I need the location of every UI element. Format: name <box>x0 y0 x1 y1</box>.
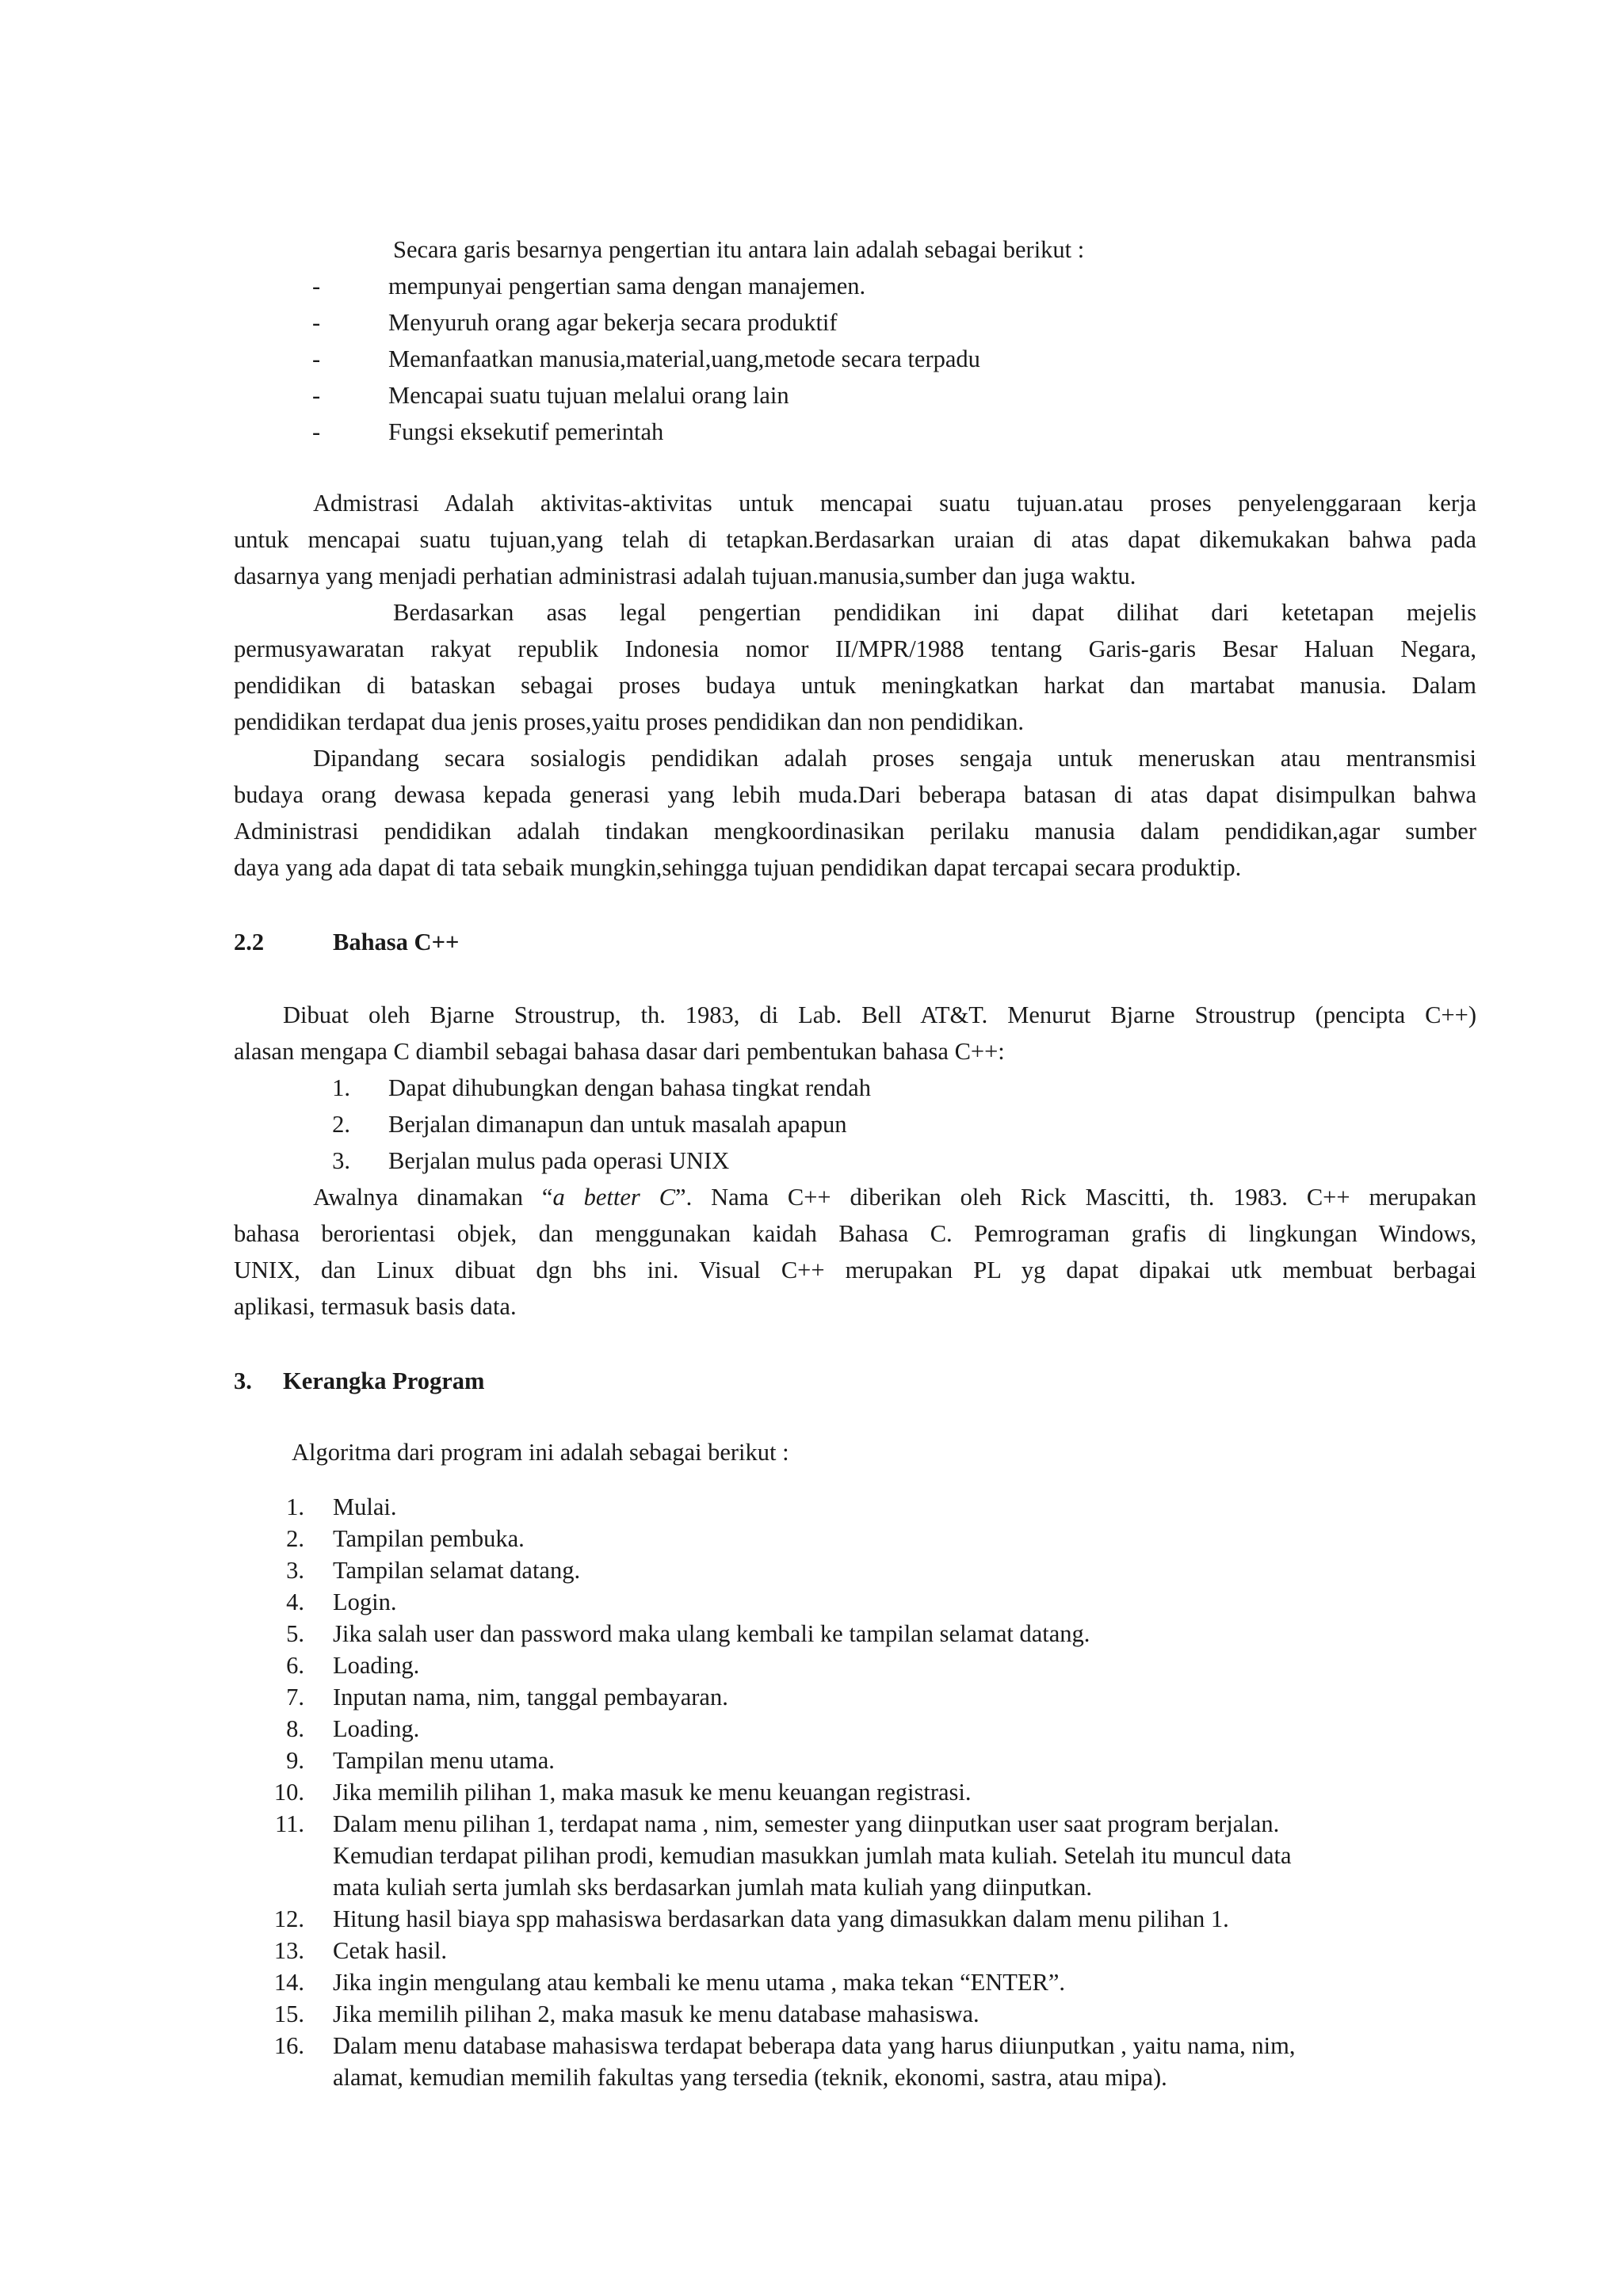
list-number: 3. <box>332 1147 350 1174</box>
section-number: 3. <box>234 1367 252 1394</box>
paragraph-line: alasan mengapa C diambil sebagai bahasa dasar dari pembentukan bahasa C++: <box>234 1038 1005 1065</box>
bullet-text: Mencapai suatu tujuan melalui orang lain <box>388 382 789 409</box>
bullet-mark: - <box>312 309 321 336</box>
step-text: Dalam menu pilihan 1, terdapat nama , nim, semester yang diinputkan user saat program berjalan. <box>333 1810 1280 1837</box>
step-text: Loading. <box>333 1652 420 1679</box>
step-number: 2. <box>286 1525 304 1552</box>
paragraph-line: permusyawaratan rakyat republik Indonesia nomor II/MPR/1988 tentang Garis-garis Besar Haluan Negara, <box>234 635 1476 662</box>
step-number: 7. <box>286 1684 304 1711</box>
step-text: Loading. <box>333 1715 420 1742</box>
text-run: Awalnya dinamakan “ <box>313 1184 553 1211</box>
step-number: 11. <box>275 1810 304 1837</box>
paragraph-line: UNIX, dan Linux dibuat dgn bhs ini. Visual C++ merupakan PL yg dapat dipakai utk membuat berbagai <box>234 1257 1476 1283</box>
step-number: 3. <box>286 1557 304 1584</box>
bullet-text: Fungsi eksekutif pemerintah <box>388 418 664 445</box>
text-run: ”. Nama C++ diberikan oleh Rick Mascitti, th. 1983. C++ merupakan <box>675 1184 1476 1211</box>
paragraph-line: budaya orang dewasa kepada generasi yang lebih muda.Dari beberapa batasan di atas dapat disimpulkan bahwa <box>234 781 1476 808</box>
bullet-mark: - <box>312 382 321 409</box>
paragraph-line: Administrasi pendidikan adalah tindakan mengkoordinasikan perilaku manusia dalam pendidikan,agar sumber <box>234 818 1476 845</box>
paragraph-line: pendidikan di bataskan sebagai proses budaya untuk meningkatkan harkat dan martabat manusia. Dalam <box>234 672 1476 699</box>
paragraph-line: Dibuat oleh Bjarne Stroustrup, th. 1983, di Lab. Bell AT&T. Menurut Bjarne Stroustrup (pencipta C++) <box>283 1001 1476 1028</box>
paragraph-line: aplikasi, termasuk basis data. <box>234 1293 517 1320</box>
intro-line: Secara garis besarnya pengertian itu antara lain adalah sebagai berikut : <box>393 236 1085 263</box>
step-number: 9. <box>286 1747 304 1774</box>
section-title: Kerangka Program <box>283 1367 485 1394</box>
step-text: Login. <box>333 1589 397 1615</box>
step-text: Mulai. <box>333 1493 397 1520</box>
paragraph-line: pendidikan terdapat dua jenis proses,yaitu proses pendidikan dan non pendidikan. <box>234 708 1024 735</box>
step-text: mata kuliah serta jumlah sks berdasarkan jumlah mata kuliah yang diinputkan. <box>333 1874 1092 1901</box>
bullet-text: Menyuruh orang agar bekerja secara produktif <box>388 309 838 336</box>
step-text: Jika salah user dan password maka ulang kembali ke tampilan selamat datang. <box>333 1620 1090 1647</box>
paragraph-line: dasarnya yang menjadi perhatian administrasi adalah tujuan.manusia,sumber dan juga waktu. <box>234 563 1136 589</box>
step-text: Jika memilih pilihan 2, maka masuk ke menu database mahasiswa. <box>333 2000 980 2027</box>
step-number: 15. <box>273 2000 304 2027</box>
step-text: Tampilan pembuka. <box>333 1525 525 1552</box>
bullet-text: mempunyai pengertian sama dengan manajemen. <box>388 273 866 299</box>
paragraph-line: Dipandang secara sosialogis pendidikan adalah proses sengaja untuk meneruskan atau mentransmisi <box>313 745 1476 772</box>
emphasis-text: a better C <box>552 1184 676 1211</box>
step-text: Cetak hasil. <box>333 1937 447 1964</box>
paragraph-line: daya yang ada dapat di tata sebaik mungkin,sehingga tujuan pendidikan dapat tercapai secara produktip. <box>234 854 1242 881</box>
step-number: 10. <box>273 1779 304 1806</box>
paragraph-line: Admistrasi Adalah aktivitas-aktivitas untuk mencapai suatu tujuan.atau proses penyelenggaraan kerja <box>313 490 1476 517</box>
paragraph-line: untuk mencapai suatu tujuan,yang telah di tetapkan.Berdasarkan uraian di atas dapat dikemukakan bahwa pada <box>234 526 1476 553</box>
paragraph-line <box>313 1179 1476 1215</box>
paragraph-line: bahasa berorientasi objek, dan menggunakan kaidah Bahasa C. Pemrograman grafis di lingkungan Windows, <box>234 1220 1476 1247</box>
step-text: Kemudian terdapat pilihan prodi, kemudian masukkan jumlah mata kuliah. Setelah itu muncul data <box>333 1842 1292 1869</box>
step-number: 12. <box>273 1905 304 1932</box>
step-number: 13. <box>273 1937 304 1964</box>
list-text: Dapat dihubungkan dengan bahasa tingkat rendah <box>388 1074 871 1101</box>
bullet-mark: - <box>312 345 321 372</box>
step-number: 14. <box>273 1969 304 1996</box>
step-text: Jika memilih pilihan 1, maka masuk ke menu keuangan registrasi. <box>333 1779 972 1806</box>
step-text: Tampilan selamat datang. <box>333 1557 581 1584</box>
step-number: 6. <box>286 1652 304 1679</box>
step-number: 4. <box>286 1589 304 1615</box>
step-text: alamat, kemudian memilih fakultas yang tersedia (teknik, ekonomi, sastra, atau mipa). <box>333 2064 1167 2091</box>
step-text: Inputan nama, nim, tanggal pembayaran. <box>333 1684 728 1711</box>
list-number: 2. <box>332 1111 350 1138</box>
step-text: Dalam menu database mahasiswa terdapat beberapa data yang harus diiunputkan , yaitu nama, nim, <box>333 2032 1296 2059</box>
step-number: 16. <box>273 2032 304 2059</box>
paragraph-line: Berdasarkan asas legal pengertian pendidikan ini dapat dilihat dari ketetapan mejelis <box>393 599 1476 626</box>
bullet-mark: - <box>312 273 321 299</box>
step-text: Jika ingin mengulang atau kembali ke menu utama , maka tekan “ENTER”. <box>333 1969 1066 1996</box>
step-text: Tampilan menu utama. <box>333 1747 555 1774</box>
list-text: Berjalan dimanapun dan untuk masalah apapun <box>388 1111 847 1138</box>
list-text: Berjalan mulus pada operasi UNIX <box>388 1147 730 1174</box>
bullet-mark: - <box>312 418 321 445</box>
step-number: 1. <box>286 1493 304 1520</box>
list-number: 1. <box>332 1074 350 1101</box>
bullet-text: Memanfaatkan manusia,material,uang,metode secara terpadu <box>388 345 980 372</box>
step-text: Hitung hasil biaya spp mahasiswa berdasarkan data yang dimasukkan dalam menu pilihan 1. <box>333 1905 1229 1932</box>
algorithm-intro: Algoritma dari program ini adalah sebagai berikut : <box>292 1439 789 1466</box>
section-title: Bahasa C++ <box>333 929 460 955</box>
section-number: 2.2 <box>234 929 265 955</box>
step-number: 8. <box>286 1715 304 1742</box>
step-number: 5. <box>286 1620 304 1647</box>
